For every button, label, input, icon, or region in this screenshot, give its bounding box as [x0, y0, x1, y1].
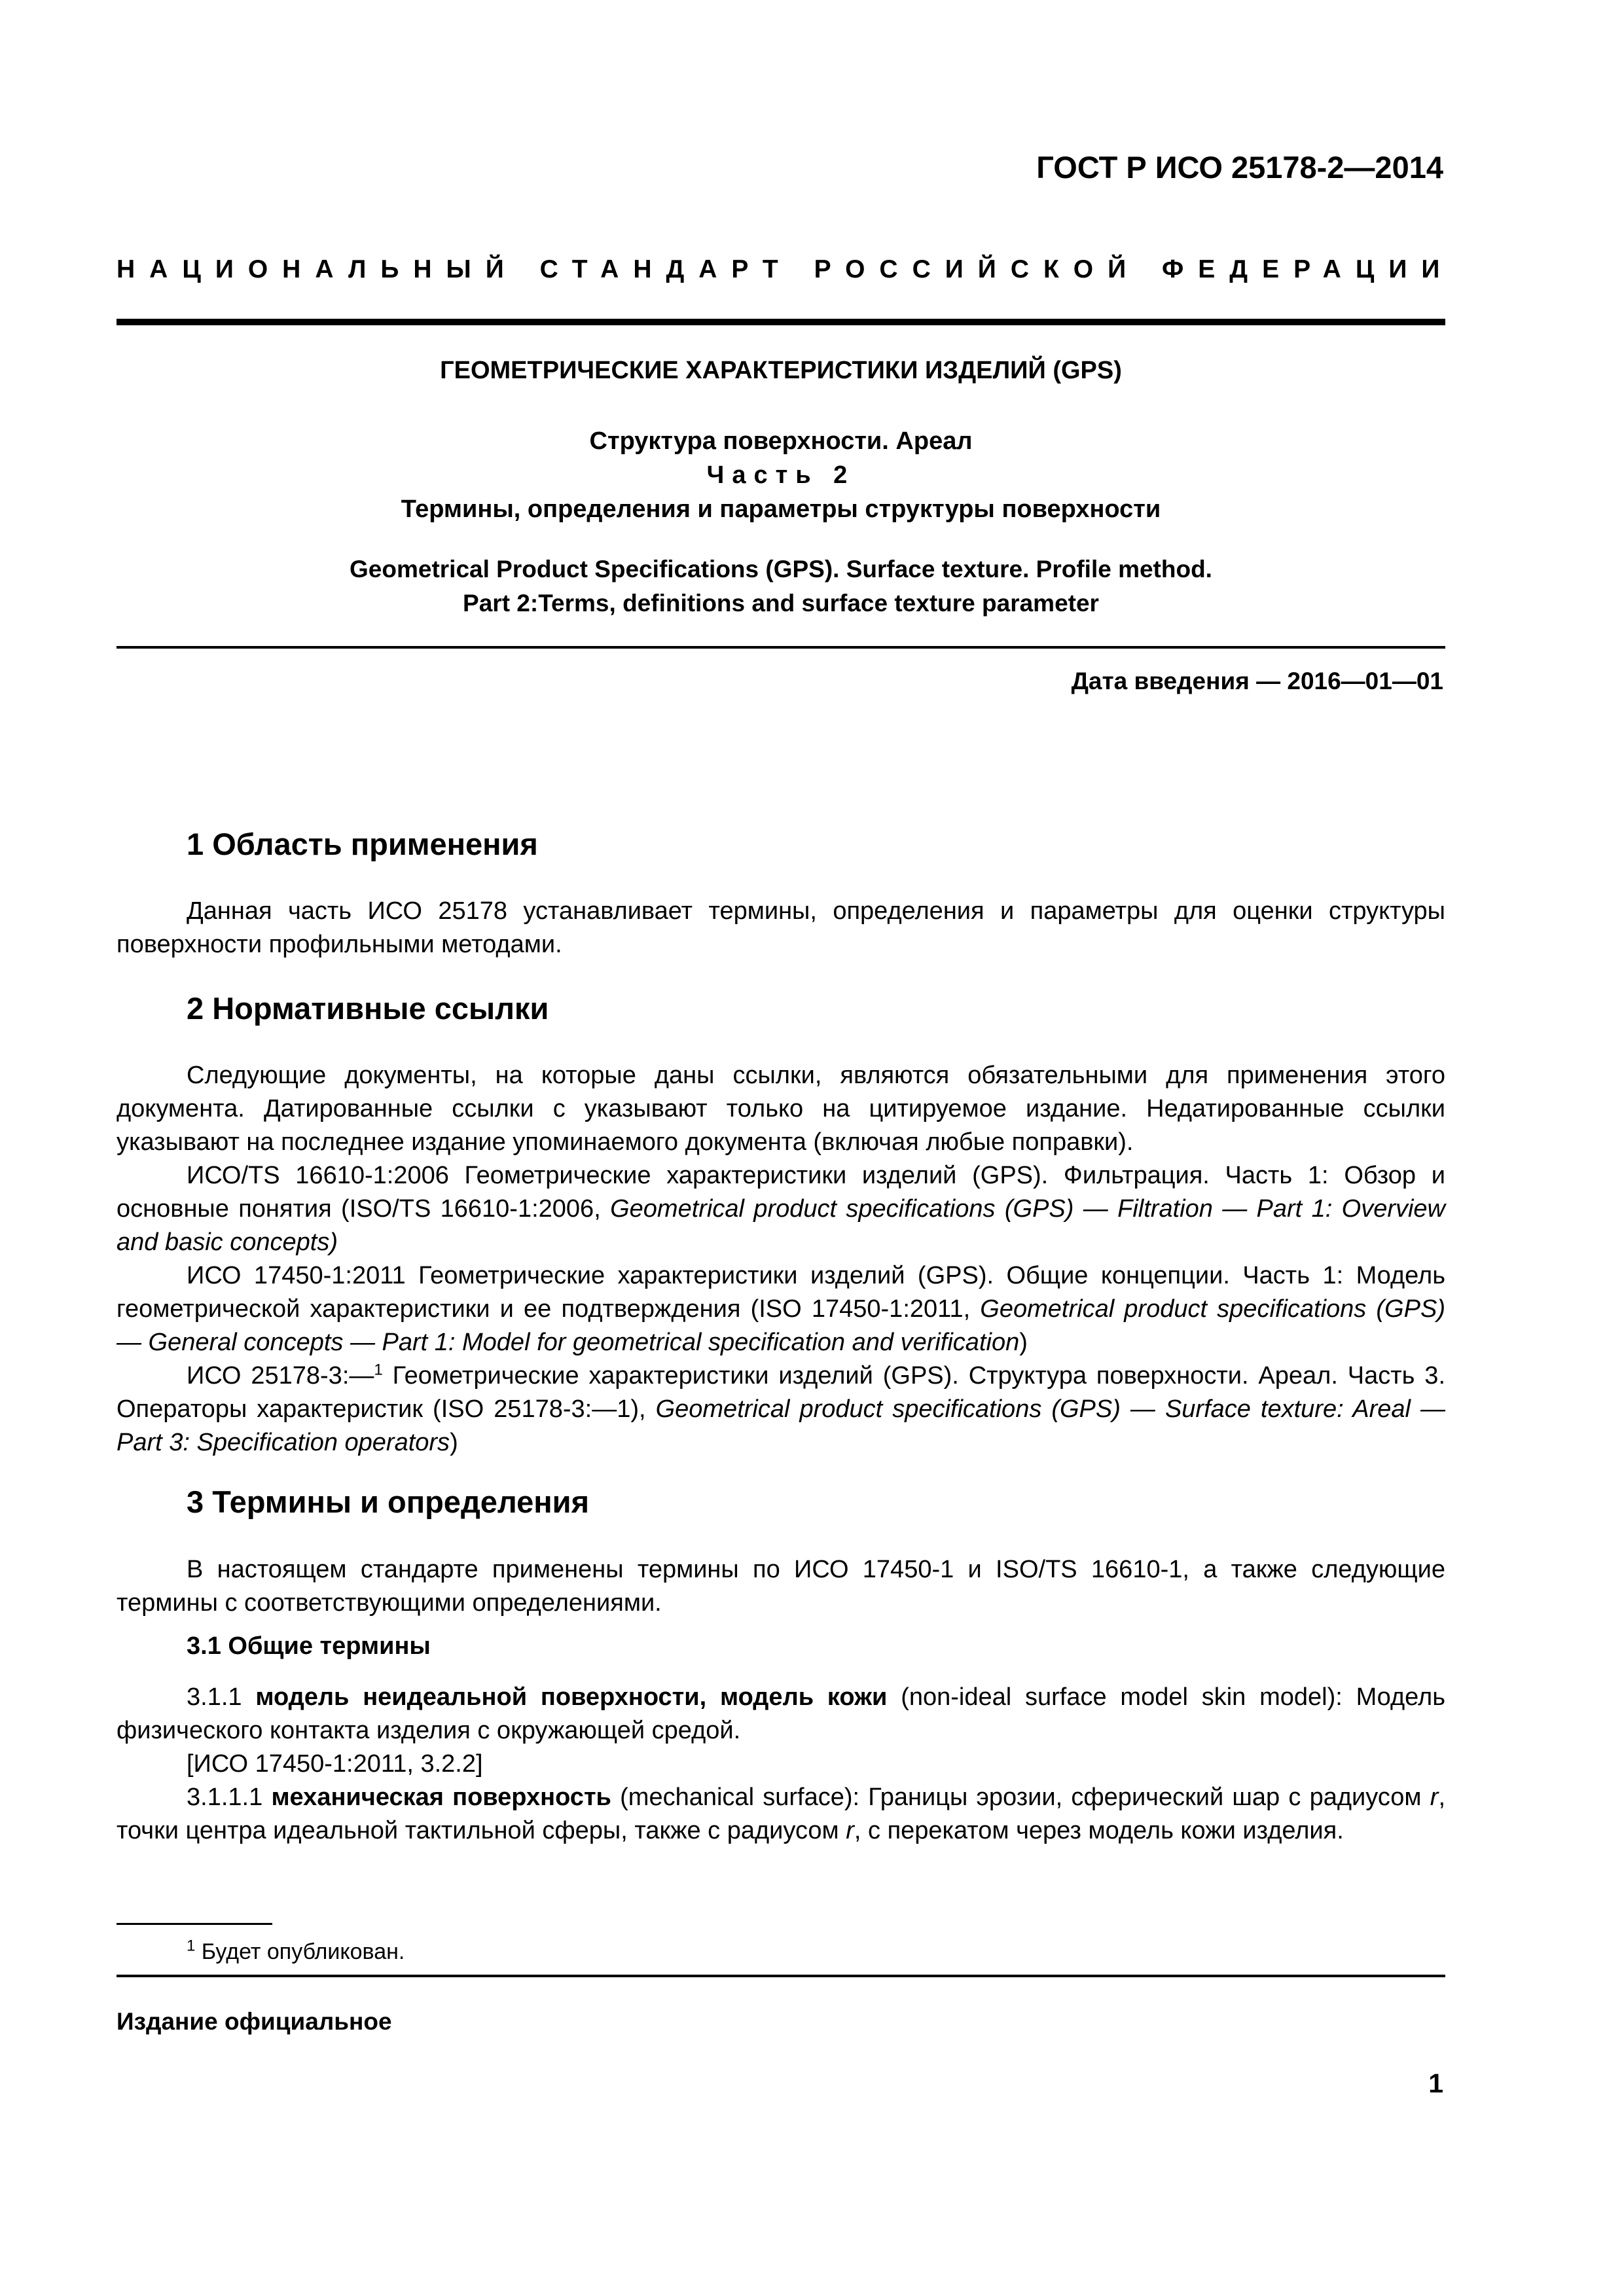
ref1-plain: ИСО/TS 16610-1:2006 Геометрические характеристики изделий (GPS). Фильтрация. Часть 1: Обзор и основные понятия (ISO/TS 16610-1:2006, — [117, 1162, 1445, 1223]
ref3-end: ) — [450, 1429, 458, 1456]
title-part: Часть 2 — [706, 461, 856, 489]
footnote — [187, 1939, 405, 1965]
footnote-marker: 1 — [374, 1361, 383, 1379]
title-main — [117, 357, 1445, 385]
term-3-1-1-1-def-a: (mechanical surface): Границы эрозии, сферический шар с радиусом — [611, 1784, 1430, 1811]
english-title-line1: Geometrical Product Specifications (GPS). Surface texture. Profile method. — [350, 556, 1212, 583]
footer-rule — [117, 1975, 1445, 1977]
reference-iso-ts-16610-1 — [117, 1159, 1445, 1259]
ref3-italic: Geometrical product specifications (GPS) — Surface texture: Areal — Part 3: Specification operators — [117, 1395, 1445, 1456]
section2-heading: 2 Нормативные ссылки — [187, 991, 549, 1026]
footnote-text: Будет опубликован. — [195, 1939, 405, 1964]
term-3-1-1-definition: (non-ideal surface model skin model): Модель физического контакта изделия с окружающей средой. — [117, 1683, 1445, 1744]
title-rule — [117, 646, 1445, 649]
radius-symbol: r — [846, 1817, 854, 1844]
national-standard-banner: НАЦИОНАЛЬНЫЙ СТАНДАРТ РОССИЙСКОЙ ФЕДЕРАЦИИ — [117, 255, 1454, 283]
page-number: 1 — [1428, 2068, 1443, 2098]
section1-text: Данная часть ИСО 25178 устанавливает термины, определения и параметры для оценки структуры поверхности профильными методами. — [117, 897, 1445, 958]
subsection-3-1-heading: 3.1 Общие термины — [187, 1632, 431, 1660]
term-3-1-1-1-term: механическая поверхность — [271, 1784, 611, 1811]
header-rule — [117, 319, 1445, 325]
section3-body — [117, 1553, 1445, 1620]
term-3-1-1-term: модель неидеальной поверхности, модель кожи — [255, 1683, 888, 1711]
section3-intro: В настоящем стандарте применены термины по ИСО 17450-1 и ISO/TS 16610-1, а также следующие термины с соответствующими определениями. — [117, 1556, 1445, 1617]
title-subtitle: Структура поверхности. Ареал — [589, 427, 973, 455]
title-main-text: ГЕОМЕТРИЧЕСКИЕ ХАРАКТЕРИСТИКИ ИЗДЕЛИЙ (GPS) — [440, 357, 1122, 384]
reference-iso-17450-1 — [117, 1259, 1445, 1359]
term-3-1-1-number: 3.1.1 — [187, 1683, 256, 1711]
ref2-italic: Geometrical product specifications (GPS) — General concepts — Part 1: Model for geometrical specification and verification — [117, 1295, 1445, 1356]
term-3-1-1-1-def-c: , с перекатом через модель кожи изделия. — [854, 1817, 1344, 1844]
title-block — [117, 424, 1445, 526]
ref3-plain: Геометрические характеристики изделий (GPS). Структура поверхности. Ареал. Часть 3. Операторы характеристик (ISO 25178-3:—1), — [117, 1362, 1445, 1423]
title-part-name: Термины, определения и параметры структуры поверхности — [401, 495, 1161, 523]
section2-intro: Следующие документы, на которые даны ссылки, являются обязательными для применения этого документа. Датированные ссылки с указывают только на цитируемое издание. Недатированные ссылки указывают на последнее издание упоминаемого документа (включая любые поправки). — [117, 1062, 1445, 1156]
english-title-line2: Part 2:Terms, definitions and surface texture parameter — [463, 590, 1099, 617]
ref1-italic: Geometrical product specifications (GPS) — Filtration — Part 1: Overview and basic concepts) — [117, 1195, 1445, 1256]
term-3-1-1-1-number: 3.1.1.1 — [187, 1784, 272, 1811]
ref3-start: ИСО 25178-3:— — [187, 1362, 374, 1390]
document-code: ГОСТ Р ИСО 25178-2—2014 — [1036, 150, 1443, 185]
term-3-1-1-source: [ИСО 17450-1:2011, 3.2.2] — [187, 1750, 483, 1778]
official-edition-label: Издание официальное — [117, 2008, 392, 2035]
date-of-introduction: Дата введения — 2016—01—01 — [1071, 668, 1443, 694]
section3-heading: 3 Термины и определения — [187, 1484, 589, 1519]
section2-body — [117, 1059, 1445, 1460]
term-3-1-1-1 — [117, 1781, 1445, 1848]
section3-terms — [117, 1681, 1445, 1848]
term-3-1-1 — [117, 1681, 1445, 1748]
reference-iso-25178-3 — [117, 1359, 1445, 1460]
english-title-block — [117, 552, 1445, 620]
ref2-end: ) — [1019, 1329, 1028, 1356]
footnote-number: 1 — [187, 1937, 196, 1955]
section1-body — [117, 895, 1445, 961]
footnote-rule — [117, 1923, 272, 1925]
radius-symbol: r — [1430, 1784, 1439, 1811]
ref2-plain: ИСО 17450-1:2011 Геометрические характеристики изделий (GPS). Общие концепции. Часть 1: Модель геометрической характеристики и ее подтверждения (ISO 17450-1:2011, — [117, 1262, 1445, 1323]
section1-heading: 1 Область применения — [187, 827, 538, 861]
term-3-1-1-1-def-b: , точки центра идеальной тактильной сферы, также с радиусом — [117, 1784, 1445, 1844]
